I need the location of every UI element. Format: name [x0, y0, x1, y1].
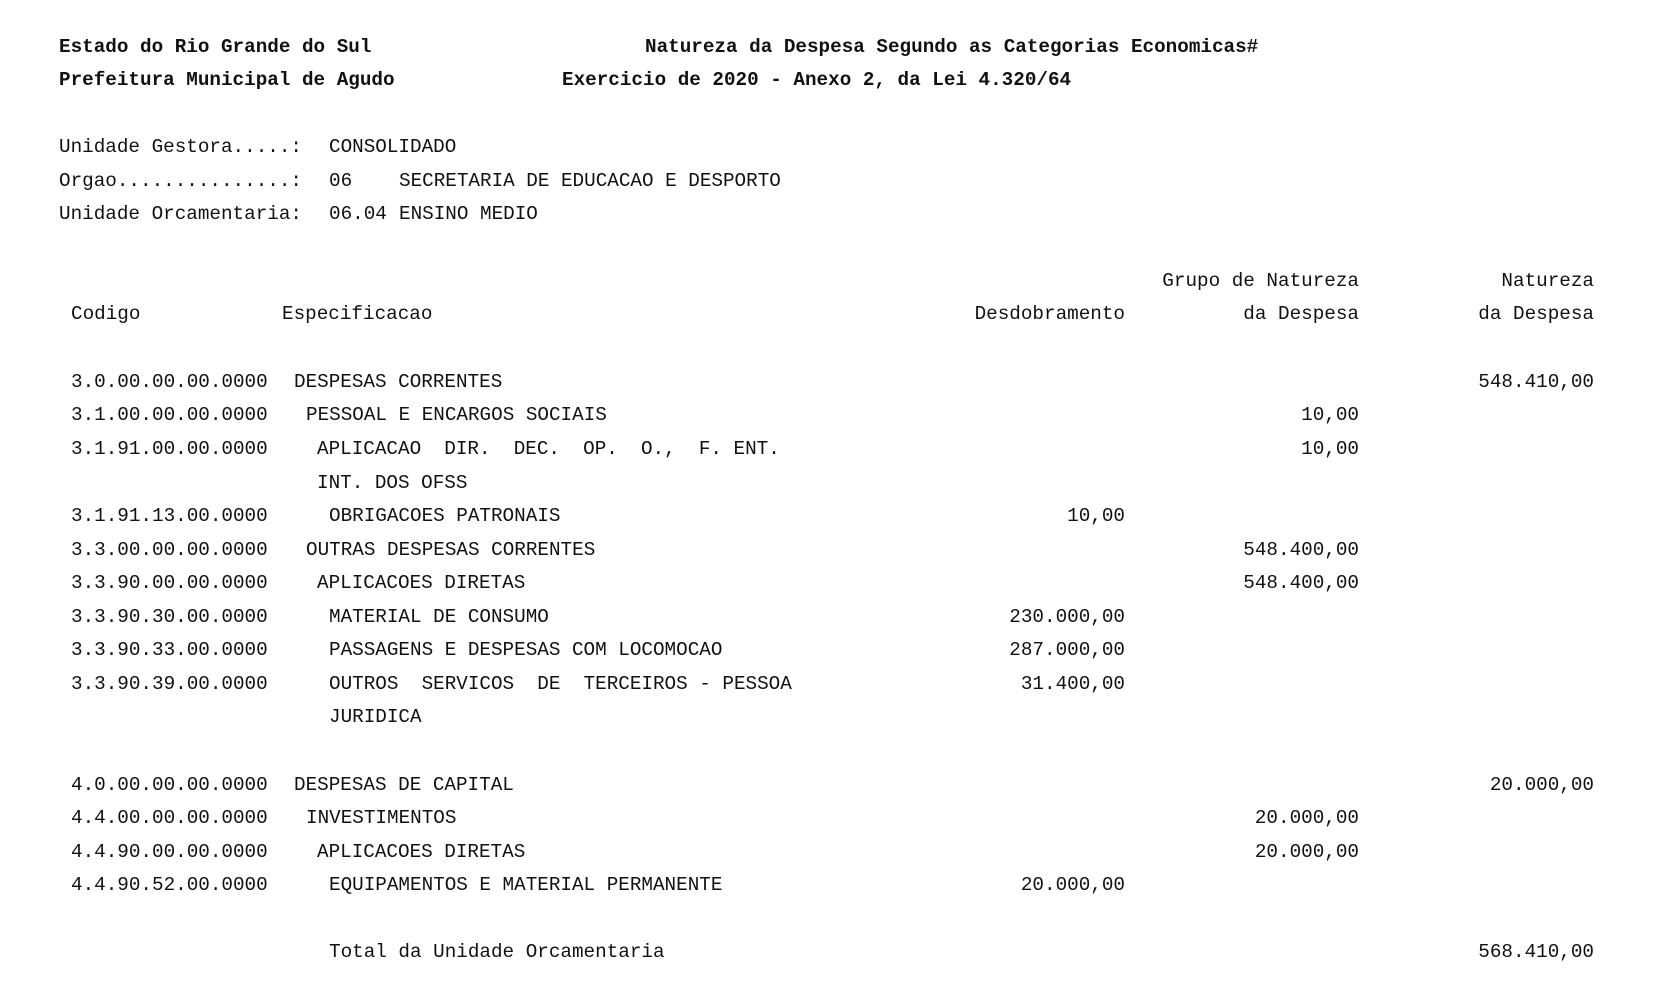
row-code: 4.4.90.52.00.0000: [71, 874, 268, 896]
row-code: 3.1.91.00.00.0000: [71, 438, 268, 460]
row-desdobramento-value: 31.400,00: [1020, 673, 1125, 695]
col-grupo-header-line1: Grupo de Natureza: [1162, 270, 1359, 292]
row-spec: DESPESAS DE CAPITAL: [294, 774, 514, 796]
row-desdobramento-value: 20.000,00: [1020, 874, 1125, 896]
row-grupo-value: 20.000,00: [1254, 807, 1359, 829]
row-code: 3.0.00.00.00.0000: [71, 371, 268, 393]
row-code: 4.4.90.00.00.0000: [71, 841, 268, 863]
row-spec: APLICACOES DIRETAS: [317, 572, 526, 594]
row-spec: DESPESAS CORRENTES: [294, 371, 503, 393]
row-spec: INVESTIMENTOS: [306, 807, 457, 829]
state-name: Estado do Rio Grande do Sul: [59, 36, 372, 58]
row-grupo-value: 548.400,00: [1243, 539, 1359, 561]
row-desdobramento-value: 10,00: [1067, 505, 1125, 527]
row-desdobramento-value: 287.000,00: [1009, 639, 1125, 661]
row-spec: MATERIAL DE CONSUMO: [329, 606, 549, 628]
total-label: Total da Unidade Orcamentaria: [329, 941, 665, 963]
unidade-gestora-label: Unidade Gestora.....:: [59, 136, 302, 158]
row-desdobramento-value: 230.000,00: [1009, 606, 1125, 628]
col-natureza-header-line1: Natureza: [1501, 270, 1594, 292]
row-spec: PASSAGENS E DESPESAS COM LOCOMOCAO: [329, 639, 723, 661]
report-subtitle: Exercicio de 2020 - Anexo 2, da Lei 4.320/64: [562, 69, 1072, 91]
row-grupo-value: 548.400,00: [1243, 572, 1359, 594]
report-title: Natureza da Despesa Segundo as Categorias Economicas#: [645, 36, 1259, 58]
col-desdobramento-header: Desdobramento: [974, 303, 1125, 325]
unidade-orcamentaria-name: ENSINO MEDIO: [399, 203, 538, 225]
row-spec-continuation: JURIDICA: [329, 706, 422, 728]
row-spec: APLICACOES DIRETAS: [317, 841, 526, 863]
row-code: 4.0.00.00.00.0000: [71, 774, 268, 796]
row-grupo-value: 10,00: [1301, 404, 1359, 426]
row-spec: OUTRAS DESPESAS CORRENTES: [306, 539, 596, 561]
row-code: 3.3.90.39.00.0000: [71, 673, 268, 695]
col-codigo-header: Codigo: [71, 303, 141, 325]
row-code: 3.3.90.33.00.0000: [71, 639, 268, 661]
row-code: 3.1.91.13.00.0000: [71, 505, 268, 527]
unidade-orcamentaria-code: 06.04: [329, 203, 387, 225]
unidade-orcamentaria-label: Unidade Orcamentaria:: [59, 203, 302, 225]
col-especificacao-header: Especificacao: [282, 303, 433, 325]
row-spec: APLICACAO DIR. DEC. OP. O., F. ENT.: [317, 438, 780, 460]
row-natureza-value: 548.410,00: [1478, 371, 1594, 393]
row-code: 3.3.90.30.00.0000: [71, 606, 268, 628]
row-spec: EQUIPAMENTOS E MATERIAL PERMANENTE: [329, 874, 723, 896]
municipality-name: Prefeitura Municipal de Agudo: [59, 69, 395, 91]
row-code: 4.4.00.00.00.0000: [71, 807, 268, 829]
orgao-label: Orgao...............:: [59, 170, 302, 192]
row-spec-continuation: INT. DOS OFSS: [317, 472, 468, 494]
row-code: 3.3.90.00.00.0000: [71, 572, 268, 594]
unidade-gestora-value: CONSOLIDADO: [329, 136, 457, 158]
row-natureza-value: 20.000,00: [1489, 774, 1594, 796]
row-spec: OUTROS SERVICOS DE TERCEIROS - PESSOA: [329, 673, 792, 695]
col-natureza-header-line2: da Despesa: [1478, 303, 1594, 325]
row-code: 3.3.00.00.00.0000: [71, 539, 268, 561]
row-spec: OBRIGACOES PATRONAIS: [329, 505, 561, 527]
col-grupo-header-line2: da Despesa: [1243, 303, 1359, 325]
orgao-code: 06: [329, 170, 353, 192]
row-code: 3.1.00.00.00.0000: [71, 404, 268, 426]
row-grupo-value: 10,00: [1301, 438, 1359, 460]
orgao-name: SECRETARIA DE EDUCACAO E DESPORTO: [399, 170, 781, 192]
row-grupo-value: 20.000,00: [1254, 841, 1359, 863]
total-value: 568.410,00: [1478, 941, 1594, 963]
row-spec: PESSOAL E ENCARGOS SOCIAIS: [306, 404, 607, 426]
